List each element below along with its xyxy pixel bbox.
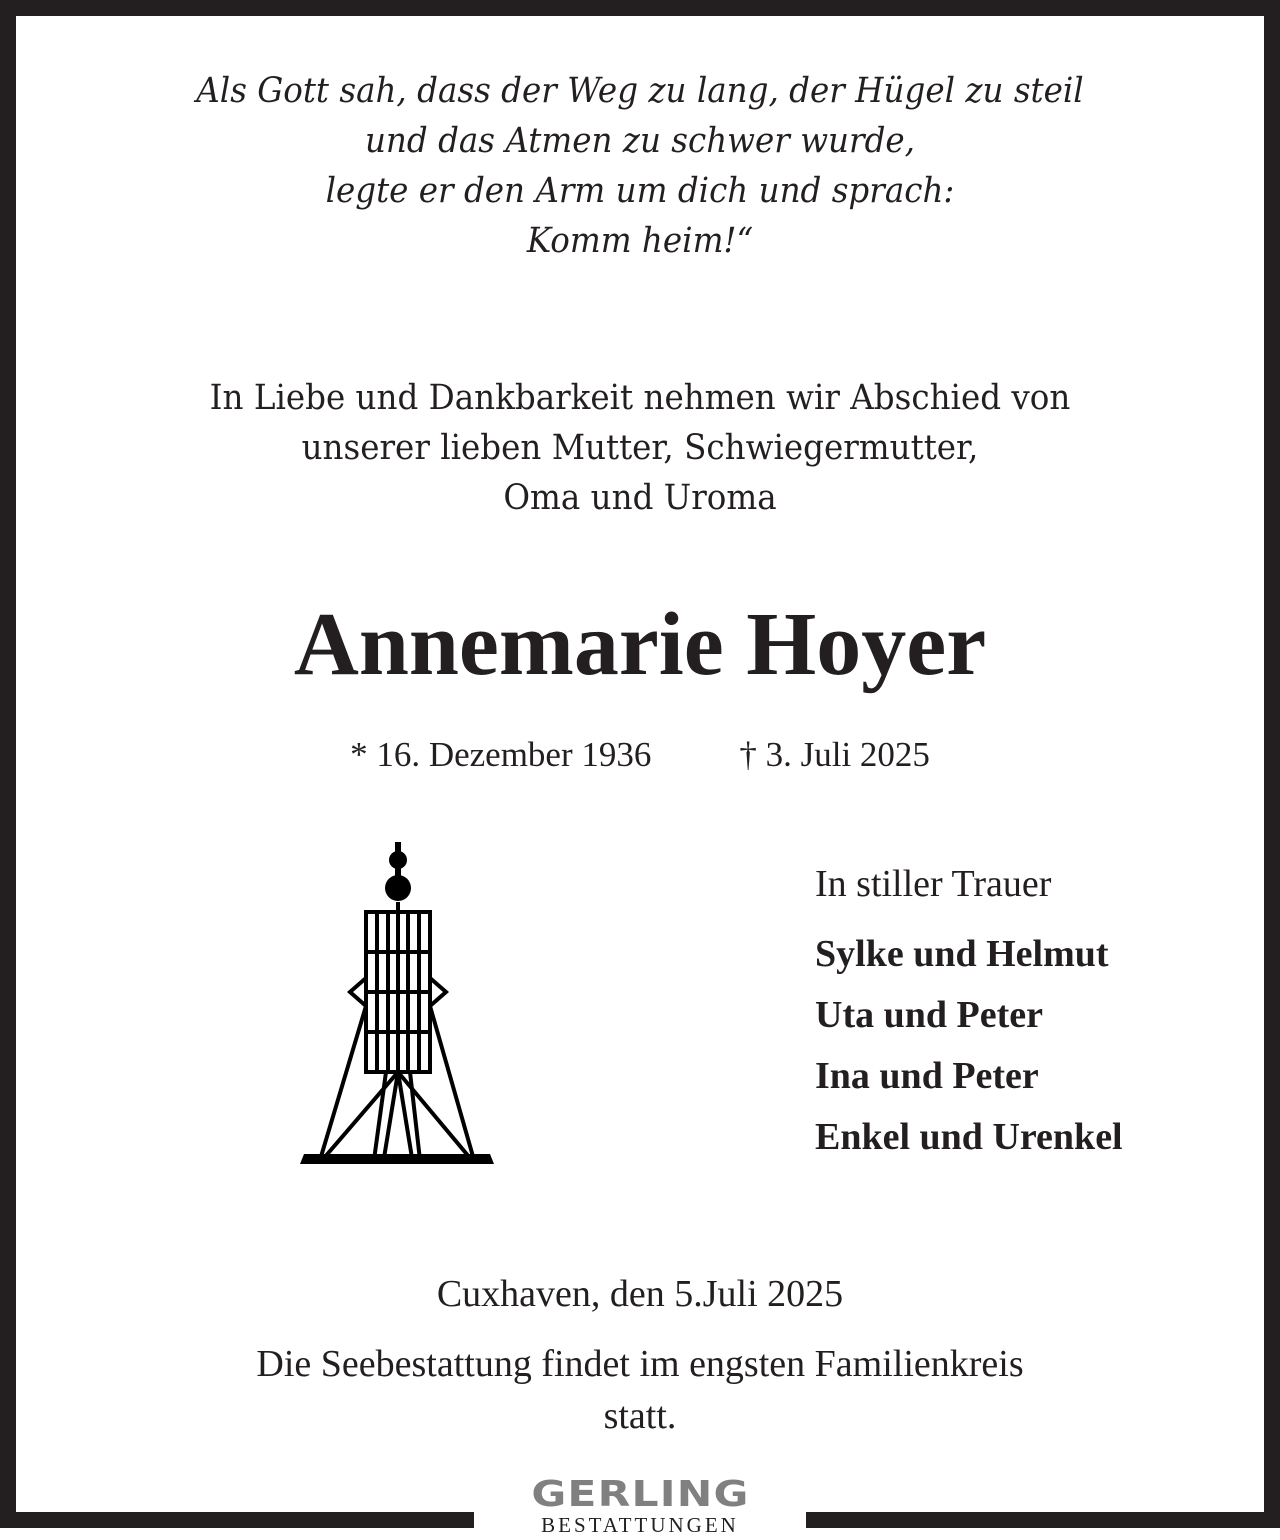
mourners-list	[815, 858, 1123, 1168]
lighthouse-tower-icon	[294, 842, 500, 1166]
intro-line: unserer lieben Mutter, Schwiegermutter,	[301, 428, 979, 468]
birth-date: * 16. Dezember 1936	[350, 735, 652, 774]
poem-quote	[16, 66, 1264, 266]
life-dates	[16, 730, 1264, 780]
logo-wordmark: GERLING	[530, 1474, 750, 1515]
logo-subtitle: BESTATTUNGEN	[541, 1513, 739, 1537]
mourner-family: Uta und Peter	[815, 994, 1043, 1036]
mourner-family: Sylke und Helmut	[815, 933, 1109, 975]
intro-line: In Liebe und Dankbarkeit nehmen wir Abschied von	[209, 378, 1071, 418]
deceased-name: Annemarie Hoyer	[293, 595, 987, 694]
place-and-date: Cuxhaven, den 5.Juli 2025	[436, 1273, 844, 1315]
mourner-family: Enkel und Urenkel	[815, 1116, 1123, 1158]
farewell-intro	[16, 373, 1264, 523]
intro-line: Oma und Uroma	[503, 478, 777, 518]
funeral-home-logo	[474, 1474, 806, 1537]
burial-line: Die Seebestattung findet im engsten Familienkreis	[256, 1343, 1024, 1385]
death-date: † 3. Juli 2025	[739, 735, 930, 774]
quote-line: Komm heim!“	[526, 221, 754, 261]
burial-line: statt.	[603, 1395, 677, 1437]
burial-note	[16, 1338, 1264, 1442]
quote-line: und das Atmen zu schwer wurde,	[364, 121, 916, 161]
quote-line: legte er den Arm um dich und sprach:	[325, 171, 955, 211]
mourner-family: Ina und Peter	[815, 1055, 1039, 1097]
mourning-heading: In stiller Trauer	[815, 863, 1052, 905]
quote-line: Als Gott sah, dass der Weg zu lang, der Hügel zu steil	[196, 71, 1084, 111]
